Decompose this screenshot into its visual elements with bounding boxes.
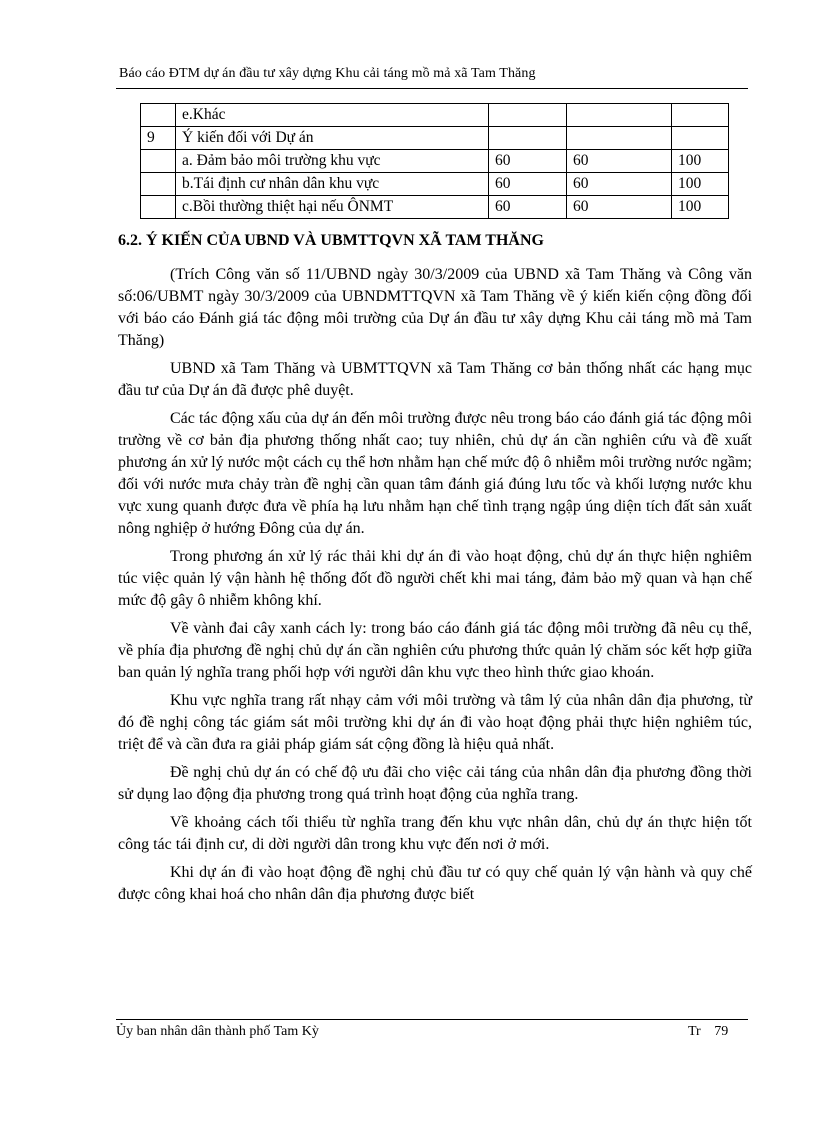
- opinion-table: [140, 103, 729, 219]
- footer-organization: Ủy ban nhân dân thành phố Tam Kỳ: [116, 1024, 319, 1039]
- table-cell: [141, 150, 176, 173]
- table-cell: [567, 127, 672, 150]
- page-number: [688, 1024, 728, 1040]
- table-cell: 100: [672, 196, 729, 219]
- paragraph: UBND xã Tam Thăng và UBMTTQVN xã Tam Thăng cơ bản thống nhất các hạng mục đầu tư của Dự án đã được phê duyệt.: [118, 360, 752, 399]
- paragraph: Về vành đai cây xanh cách ly: trong báo cáo đánh giá tác động môi trường đã nêu cụ thể, về phía địa phương đề nghị chủ dự án cần nghiên cứu phương thức quản lý chăm sóc kết hợp giữa ban quản lý nghĩa trang phối hợp với người dân khu vực theo hình thức giao khoán.: [118, 620, 752, 681]
- page-label: Tr: [688, 1024, 701, 1039]
- table-cell: 60: [567, 173, 672, 196]
- table-cell: [141, 173, 176, 196]
- table-cell: 9: [141, 127, 176, 150]
- table-row: [141, 127, 729, 150]
- table-cell: 60: [489, 196, 567, 219]
- table-cell: 60: [489, 150, 567, 173]
- table-cell: e.Khác: [176, 104, 489, 127]
- table-row: [141, 150, 729, 173]
- paragraph: Về khoảng cách tối thiểu từ nghĩa trang đến khu vực nhân dân, chủ dự án thực hiện tốt công tác tái định cư, di dời người dân trong khu vực đến nơi ở mới.: [118, 814, 752, 853]
- table-cell: 60: [489, 173, 567, 196]
- table-cell: 100: [672, 150, 729, 173]
- table-cell: [672, 127, 729, 150]
- paragraph: Trong phương án xử lý rác thải khi dự án đi vào hoạt động, chủ dự án thực hiện nghiêm túc việc quản lý vận hành hệ thống đốt đồ người chết khi mai táng, đảm bảo mỹ quan và hạn chế mức độ gây ô nhiễm không khí.: [118, 548, 752, 609]
- table-cell: 100: [672, 173, 729, 196]
- table-cell: a. Đảm bảo môi trường khu vực: [176, 150, 489, 173]
- footer-divider: [116, 1019, 748, 1020]
- table-cell: [489, 104, 567, 127]
- paragraph: Khi dự án đi vào hoạt động đề nghị chủ đầu tư có quy chế quản lý vận hành và quy chế được công khai hoá cho nhân dân địa phương được biết: [118, 864, 752, 903]
- table-cell: b.Tái định cư nhân dân khu vực: [176, 173, 489, 196]
- table-cell: [672, 104, 729, 127]
- page-header: Báo cáo ĐTM dự án đầu tư xây dựng Khu cải táng mồ mả xã Tam Thăng: [119, 66, 536, 81]
- table-row: [141, 173, 729, 196]
- table-cell: Ý kiến đối với Dự án: [176, 127, 489, 150]
- table-cell: 60: [567, 196, 672, 219]
- section-heading: 6.2. Ý KIẾN CỦA UBND VÀ UBMTTQVN XÃ TAM THĂNG: [118, 232, 544, 249]
- paragraph: Khu vực nghĩa trang rất nhạy cảm với môi trường và tâm lý của nhân dân địa phương, từ đó đề nghị công tác giám sát môi trường khi dự án đi vào hoạt động phải thực hiện nghiêm túc, triệt để và cần đưa ra giải pháp giám sát cộng đồng là hiệu quả nhất.: [118, 692, 752, 753]
- header-divider: [116, 88, 748, 89]
- table-cell: [141, 196, 176, 219]
- paragraph: Các tác động xấu của dự án đến môi trường được nêu trong báo cáo đánh giá tác động môi trường về cơ bản địa phương thống nhất cao; tuy nhiên, chủ dự án cần nghiên cứu và đề xuất phương án xử lý nước một cách cụ thể hơn nhằm hạn chế mức độ ô nhiễm môi trường nước ngầm; đối với nước mưa chảy tràn đề nghị cần quan tâm đánh giá đúng lưu tốc và khối lượng nước khu vực xung quanh được đưa về phía hạ lưu nhằm hạn chế tình trạng ngập úng diện tích đất sản xuất nông nghiệp ở hướng Đông của dự án.: [118, 410, 752, 537]
- table-row: [141, 196, 729, 219]
- body-text: [118, 264, 752, 912]
- table-row: [141, 104, 729, 127]
- paragraph: (Trích Công văn số 11/UBND ngày 30/3/2009 của UBND xã Tam Thăng và Công văn số:06/UBMT ngày 30/3/2009 của UBNDMTTQVN xã Tam Thăng về ý kiến kiến cộng đồng đối với báo cáo Đánh giá tác động môi trường của Dự án đầu tư xây dựng Khu cải táng mồ mả Tam Thăng): [118, 266, 752, 349]
- table-cell: [567, 104, 672, 127]
- table-cell: c.Bồi thường thiệt hại nếu ÔNMT: [176, 196, 489, 219]
- table-cell: [489, 127, 567, 150]
- paragraph: Đề nghị chủ dự án có chế độ ưu đãi cho việc cải táng của nhân dân địa phương đồng thời sử dụng lao động địa phương trong quá trình hoạt động của nghĩa trang.: [118, 764, 752, 803]
- page-number-value: 79: [714, 1024, 729, 1039]
- table-cell: 60: [567, 150, 672, 173]
- table-cell: [141, 104, 176, 127]
